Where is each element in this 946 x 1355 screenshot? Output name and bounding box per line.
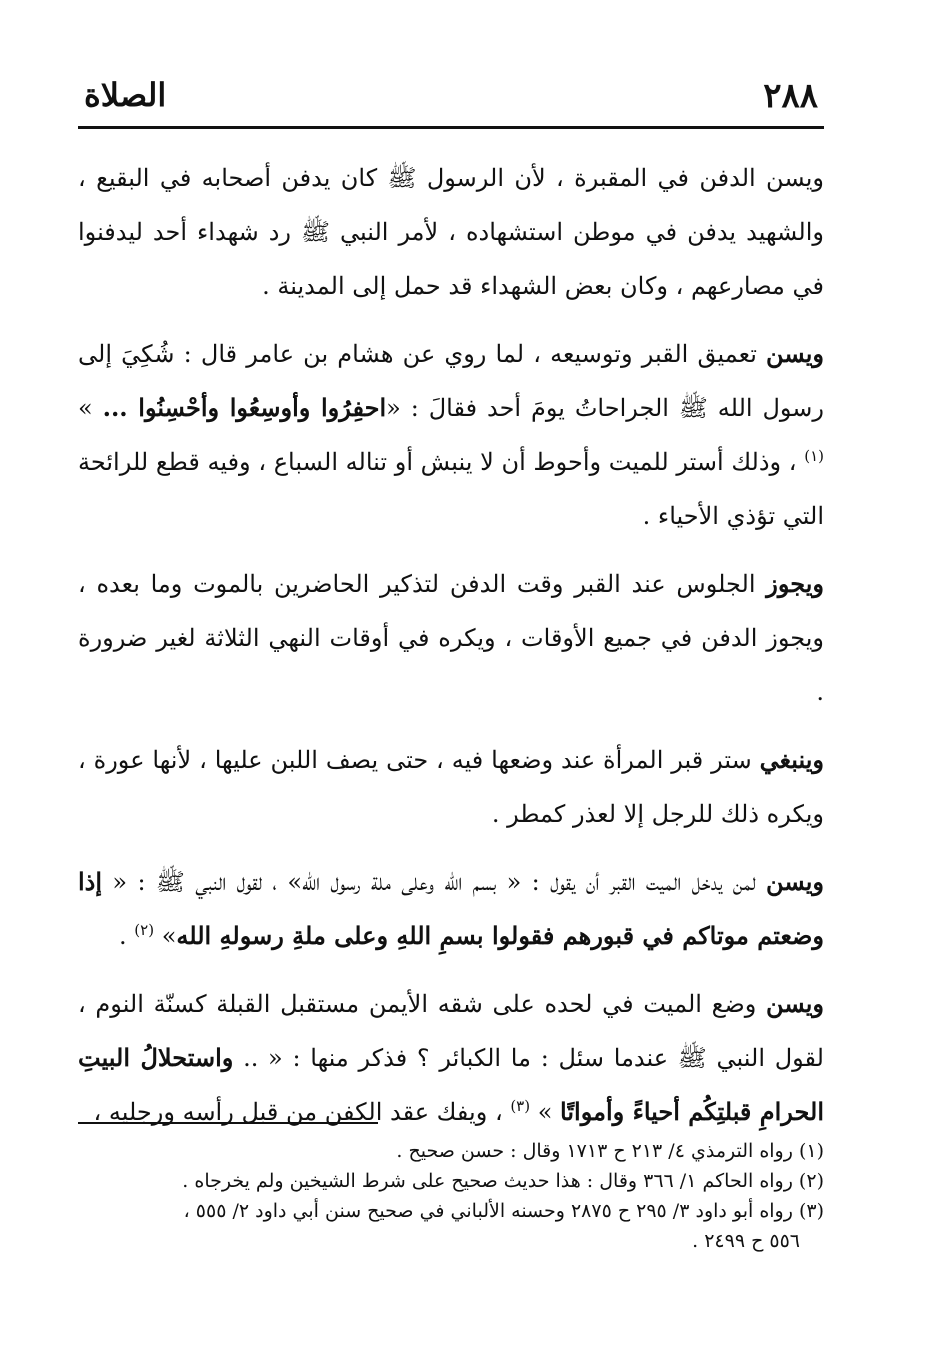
paragraph-lead-word: وينبغي: [759, 745, 824, 774]
paragraph-text: تعميق القبر وتوسيعه ، لما روي عن هشام بن عامر قال : شُكِيَ إلى رسول الله ﷺ الجراحاتُ يومَ أحد فقالَ : «: [78, 340, 824, 422]
paragraph-text-continued: ، وذلك أستر للميت وأحوط أن لا ينبش أو تناله السباع ، وفيه قطع للرائحة التي تؤذي الأحياء .: [78, 448, 824, 530]
paragraph-lead-word: ويجوز: [766, 569, 824, 598]
paragraph-text-continued: .: [119, 922, 135, 950]
paragraph-lead-word: ويسن: [766, 339, 824, 368]
footnote-3: [78, 1196, 824, 1256]
paragraph-text: الجلوس عند القبر وقت الدفن لتذكير الحاضرين بالموت وما بعده ، ويجوز الدفن في جميع الأوقات ، ويكره في أوقات النهي الثلاثة لغير ضرورة .: [78, 570, 824, 706]
footnote-reference: (١): [804, 447, 824, 465]
quote-close: »: [154, 922, 177, 950]
footnote-reference: (٢): [134, 921, 155, 939]
footnote-text: (٢) رواه الحاكم ١/ ٣٦٦ وقال : هذا حديث صحيح على شرط الشيخين ولم يخرجاه .: [182, 1170, 824, 1192]
page-number: ٢٨٨: [763, 76, 818, 116]
hadith-quote: احفِرُوا وأوسِعُوا وأحْسِنُوا ...: [102, 393, 387, 422]
document-page: [78, 70, 824, 1153]
quote-close: »: [530, 1098, 561, 1126]
paragraph-text-continued: ، ويفك عقد الكفن من قبل رأسه ورجليه ،: [93, 1098, 511, 1126]
quote-close: »: [78, 394, 103, 422]
paragraph-lead-word: ويسن: [766, 989, 824, 1018]
footnote-separator: [78, 1122, 378, 1124]
paragraph-sitting-at-grave: [78, 557, 824, 719]
footnote-reference: (٣): [510, 1097, 531, 1115]
hadith-quote: إذا وضعتم موتاكم في قبورهم فقولوا بسمِ اللهِ وعلى ملةِ رسولهِ الله: [78, 867, 824, 950]
paragraph-lead-word: ويسن: [766, 867, 824, 896]
paragraph-placing-deceased: [78, 977, 824, 1139]
footnotes: [78, 1136, 824, 1256]
paragraph-text: ويسن الدفن في المقبرة ، لأن الرسول ﷺ كان يدفن أصحابه في البقيع ، والشهيد يدفن في موطن استشهاده ، لأمر النبي ﷺ رد شهداء أحد ليدفنوا في مصارعهم ، وكان بعض الشهداء قد حمل إلى المدينة .: [78, 164, 824, 300]
paragraph-grave-depth: [78, 327, 824, 543]
footnote-text: (١) رواه الترمذي ٤/ ٢١٣ ح ١٧١٣ وقال : حسن صحيح .: [396, 1140, 824, 1162]
paragraph-saying-at-burial: [78, 855, 824, 963]
footnote-2: [78, 1166, 824, 1196]
paragraph-text: لمن يدخل الميت القبر أن يقول : « بسم الله وعلى ملة رسول الله» ، لقول النبي ﷺ : «: [102, 868, 767, 896]
footnote-text: (٣) رواه أبو داود ٣/ ٢٩٥ ح ٢٨٧٥ وحسنه الألباني في صحيح سنن أبي داود ٢/ ٥٥٥ ،: [183, 1200, 824, 1222]
page-header: [78, 70, 824, 129]
paragraph-text: وضع الميت في لحده على شقه الأيمن مستقبل القبلة كسنّة النوم ، لقول النبي ﷺ عندما سئل : ما الكبائر ؟ فذكر منها : « ..: [78, 990, 824, 1072]
footnote-1: [78, 1136, 824, 1166]
body-text: [78, 151, 824, 1139]
chapter-title: الصلاة: [84, 76, 167, 114]
hadith-quote: واستحلالُ البيتِ الحرامِ قبلتِكُم أحياءً وأمواتًا: [78, 1043, 824, 1126]
paragraph-text: ستر قبر المرأة عند وضعها فيه ، حتى يصف اللبن عليها ، لأنها عورة ، ويكره ذلك للرجل إلا لعذر كمطر .: [78, 746, 824, 828]
footnote-text-continued: ٥٥٦ ح ٢٤٩٩ .: [692, 1230, 800, 1252]
paragraph-burial-place: [78, 151, 824, 313]
paragraph-covering-woman-grave: [78, 733, 824, 841]
